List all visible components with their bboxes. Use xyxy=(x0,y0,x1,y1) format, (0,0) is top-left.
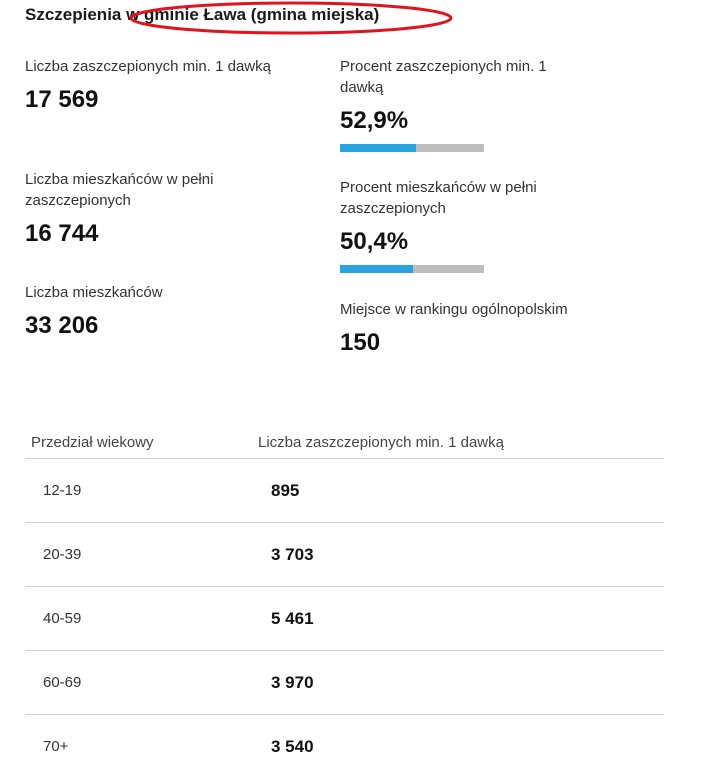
stat-value: 16 744 xyxy=(25,220,99,247)
stat-value: 17 569 xyxy=(25,86,99,113)
column-header-age: Przedział wiekowy xyxy=(31,434,154,451)
stat-value: 33 206 xyxy=(25,312,99,339)
stat-vaccinated-one-dose xyxy=(25,56,275,113)
stat-value: 52,9% xyxy=(340,107,409,134)
age-cell: 12-19 xyxy=(43,482,82,499)
count-cell: 895 xyxy=(271,481,300,500)
age-cell: 70+ xyxy=(43,738,69,755)
age-cell: 40-59 xyxy=(43,610,82,627)
stat-label: Procent zaszczepionych min. 1 dawką xyxy=(340,58,547,96)
age-group-table xyxy=(25,425,664,778)
stat-value: 50,4% xyxy=(340,228,409,255)
table-header xyxy=(25,425,664,459)
stat-label: Miejsce w rankingu ogólnopolskim xyxy=(340,301,568,318)
count-cell: 5 461 xyxy=(271,609,314,628)
table-row xyxy=(25,651,664,715)
count-cell: 3 540 xyxy=(271,737,314,756)
progress-bar xyxy=(340,144,484,152)
stat-percent-one-dose xyxy=(340,56,590,152)
age-cell: 20-39 xyxy=(43,546,82,563)
stat-label: Liczba mieszkańców w pełni zaszczepionych xyxy=(25,171,214,209)
column-header-count: Liczba zaszczepionych min. 1 dawką xyxy=(258,434,504,451)
stat-fully-vaccinated xyxy=(25,169,275,247)
table-row xyxy=(25,459,664,523)
count-cell: 3 970 xyxy=(271,673,314,692)
stat-residents xyxy=(25,282,275,339)
table-row xyxy=(25,715,664,778)
progress-fill xyxy=(340,265,413,273)
table-row xyxy=(25,587,664,651)
stat-ranking xyxy=(340,299,590,356)
stat-percent-fully xyxy=(340,177,590,273)
progress-fill xyxy=(340,144,416,152)
table-row xyxy=(25,523,664,587)
stat-value: 150 xyxy=(340,329,381,356)
count-cell: 3 703 xyxy=(271,545,314,564)
progress-bar xyxy=(340,265,484,273)
stat-label: Liczba mieszkańców xyxy=(25,284,163,301)
stat-label: Procent mieszkańców w pełni zaszczepionych xyxy=(340,179,537,217)
page-title: Szczepienia w gminie Ława (gmina miejska) xyxy=(25,5,380,24)
stat-label: Liczba zaszczepionych min. 1 dawką xyxy=(25,58,271,75)
age-cell: 60-69 xyxy=(43,674,82,691)
